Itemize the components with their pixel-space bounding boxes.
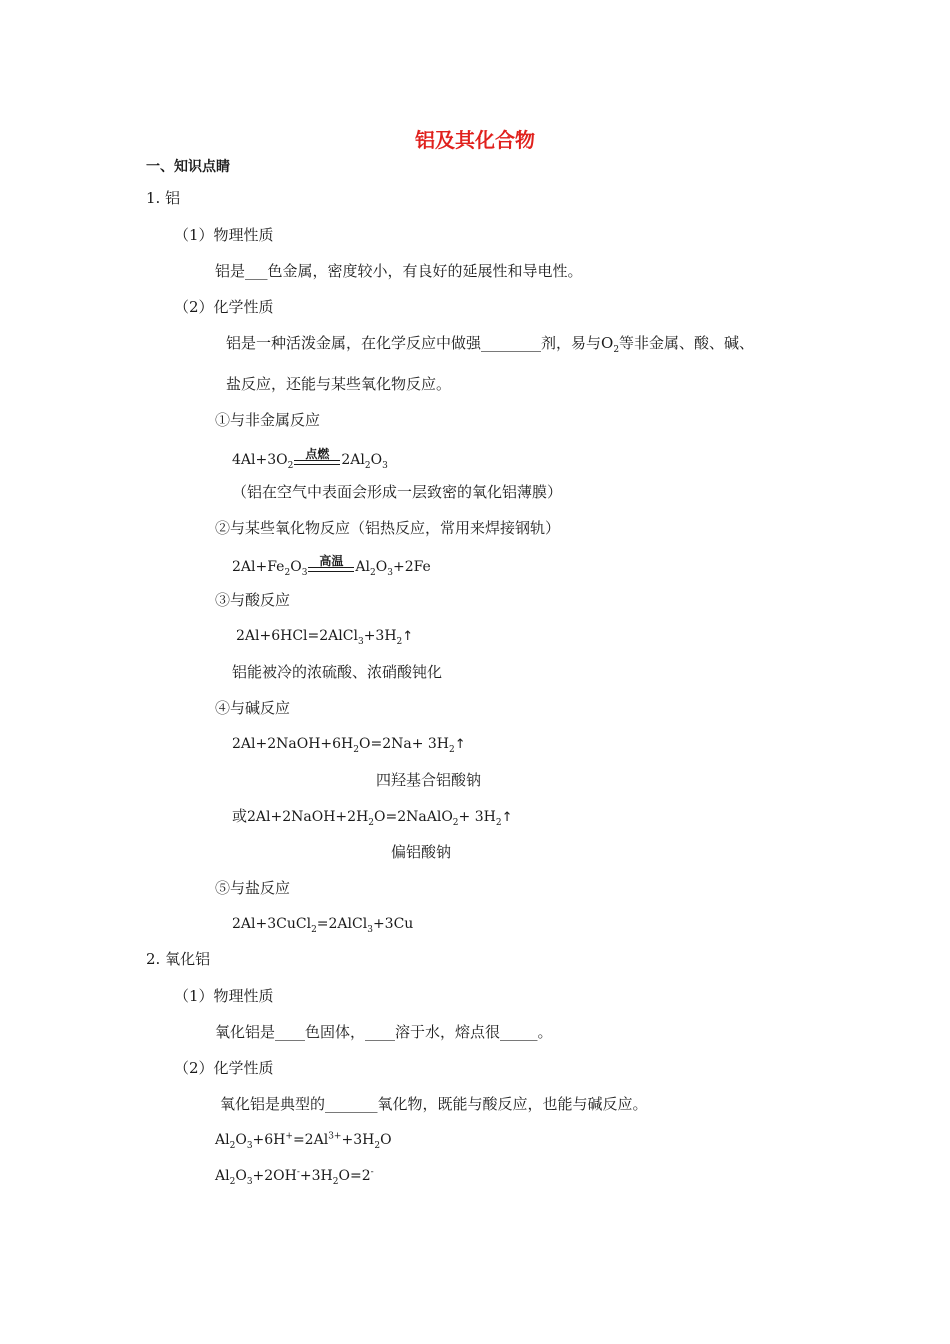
- passivation-note: 铝能被冷的浓硫酸、浓硝酸钝化: [232, 663, 443, 681]
- equation-al-o2: $4Al+3O_2$ 点燃 $2Al_2O_3$: [232, 447, 388, 471]
- equation-alumina-base: $Al_2O_3+2OH^-+3H_2O=2^-$: [215, 1167, 374, 1187]
- condition-ignite: 点燃: [294, 450, 340, 470]
- chemical-properties-text-1: 铝是一种活泼金属，在化学反应中做强________剂，易与$O_2$等非金属、酸、碱、: [226, 334, 755, 355]
- chemical-properties-label: （2）化学性质: [174, 298, 274, 316]
- product-name-2: 偏铝酸钠: [391, 843, 452, 861]
- gas-arrow-icon: ↑: [402, 629, 414, 644]
- reaction-5-label: ⑤与盐反应: [215, 879, 291, 897]
- equation-al-cucl2: 2Al+3CuCl$_2$=2AlCl$_3$+3Cu: [232, 916, 414, 935]
- gas-arrow-icon: ↑: [501, 810, 513, 825]
- condition-high-temp: 高温: [308, 557, 354, 577]
- section-heading: 一、知识点睛: [146, 159, 230, 175]
- physical-properties-text: 铝是___色金属，密度较小，有良好的延展性和导电性。: [215, 262, 583, 280]
- heading-alumina: 2. 氧化铝: [146, 950, 211, 968]
- reaction-1-label: ①与非金属反应: [215, 411, 321, 429]
- alumina-physical-label: （1）物理性质: [174, 987, 274, 1005]
- alumina-chemical-label: （2）化学性质: [174, 1059, 274, 1077]
- gas-arrow-icon: ↑: [454, 737, 466, 752]
- equation-alumina-acid: $Al_2O_3+6H^+=2Al^{3+}+3H_2O$: [215, 1131, 392, 1151]
- equation-al-naoh-2: 或$2Al+2NaOH+2H_2O=2NaAlO_2+$ $3H_2↑$: [232, 807, 513, 828]
- reaction-3-label: ③与酸反应: [215, 591, 291, 609]
- alumina-chemical-text: 氧化铝是典型的_______氧化物，既能与酸反应，也能与碱反应。: [220, 1095, 648, 1113]
- oxide-film-note: （铝在空气中表面会形成一层致密的氧化铝薄膜）: [232, 483, 563, 501]
- alumina-physical-text: 氧化铝是____色固体，____溶于水，熔点很_____。: [215, 1023, 553, 1041]
- heading-aluminum: 1. 铝: [146, 189, 181, 207]
- reaction-2-label: ②与某些氧化物反应（铝热反应，常用来焊接钢轨）: [215, 519, 561, 537]
- reaction-4-label: ④与碱反应: [215, 699, 291, 717]
- equation-al-hcl: $2Al+6HCl=2AlCl_3+3H_2↑$: [236, 628, 414, 647]
- page-title: 铝及其化合物: [415, 128, 535, 152]
- physical-properties-label: （1）物理性质: [174, 226, 274, 244]
- equation-thermite: $2Al+Fe_2O_3$ 高温 $Al_2O_3+2Fe$: [232, 554, 431, 578]
- chemical-properties-text-2: 盐反应，还能与某些氧化物反应。: [226, 375, 452, 393]
- equation-al-naoh-1: $2Al+2NaOH+6H_2O=2Na+$ $3H_2↑$: [232, 736, 466, 755]
- product-name-1: 四羟基合铝酸钠: [376, 771, 482, 789]
